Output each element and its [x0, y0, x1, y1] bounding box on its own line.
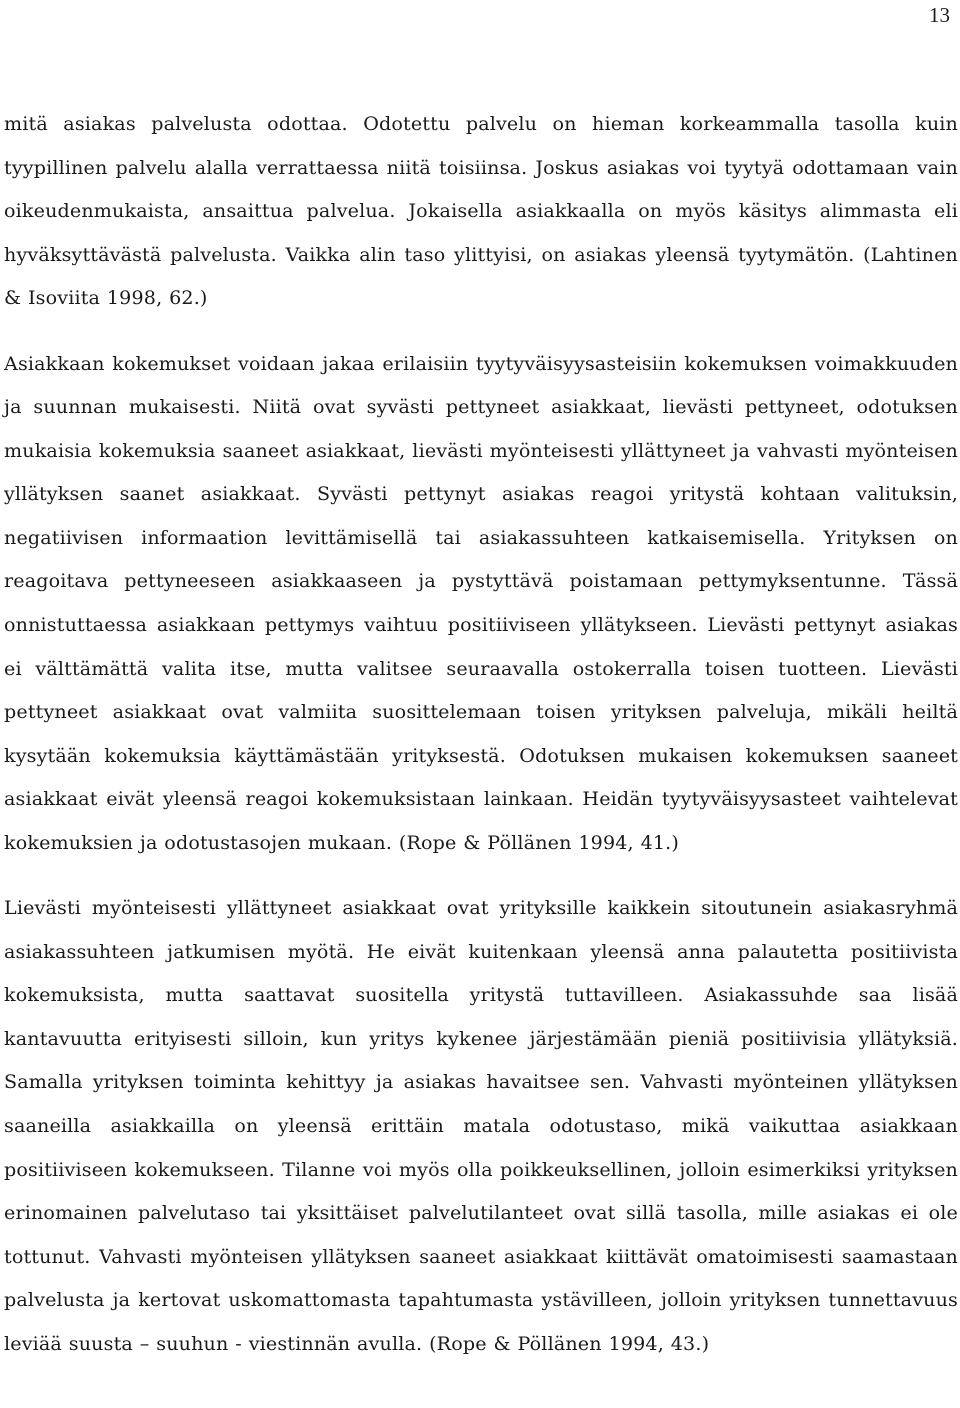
page-number: 13 [929, 3, 950, 27]
page-body [4, 102, 958, 1387]
paragraph-3: Lievästi myönteisesti yllättyneet asiakkaat ovat yrityksille kaikkein sitoutunein asiakasryhmä asiakassuhteen jatkumisen myötä. He eivät kuitenkaan yleensä anna palautetta positiivista kokemuksista, mutta saattavat suositella yritystä tuttavilleen. Asiakassuhde saa lisää kantavuutta erityisesti silloin, kun yritys kykenee järjestämään pieniä positiivisia yllätyksiä. Samalla yrityksen toiminta kehittyy ja asiakas havaitsee sen. Vahvasti myönteinen yllätyksen saaneilla asiakkailla on yleensä erittäin matala odotustaso, mikä vaikuttaa asiakkaan positiiviseen kokemukseen. Tilanne voi myös olla poikkeuksellinen, jolloin esimerkiksi yrityksen erinomainen palvelutaso tai yksittäiset palvelutilanteet ovat sillä tasolla, mille asiakas ei ole tottunut. Vahvasti myönteisen yllätyksen saaneet asiakkaat kiittävät omatoimisesti saamastaan palvelusta ja kertovat uskomattomasta tapahtumasta ystävilleen, jolloin yrityksen tunnettavuus leviää suusta – suuhun - viestinnän avulla. (Rope & Pöllänen 1994, 43.) [4, 896, 958, 1355]
paragraph-1: mitä asiakas palvelusta odottaa. Odotettu palvelu on hieman korkeammalla tasolla kuin tyypillinen palvelu alalla verrattaessa niitä toisiinsa. Joskus asiakas voi tyytyä odottamaan vain oikeudenmukaista, ansaittua palvelua. Jokaisella asiakkaalla on myös käsitys alimmasta eli hyväksyttävästä palvelusta. Vaikka alin taso ylittyisi, on asiakas yleensä tyytymätön. (Lahtinen & Isoviita 1998, 62.) [4, 112, 958, 310]
paragraph-2: Asiakkaan kokemukset voidaan jakaa erilaisiin tyytyväisyysasteisiin kokemuksen voimakkuuden ja suunnan mukaisesti. Niitä ovat syvästi pettyneet asiakkaat, lievästi pettyneet, odotuksen mukaisia kokemuksia saaneet asiakkaat, lievästi myönteisesti yllättyneet ja vahvasti myönteisen yllätyksen saanet asiakkaat. Syvästi pettynyt asiakas reagoi yritystä kohtaan valituksin, negatiivisen informaation levittämisellä tai asiakassuhteen katkaisemisella. Yrityksen on reagoitava pettyneeseen asiakkaaseen ja pystyttävä poistamaan pettymyksentunne. Tässä onnistuttaessa asiakkaan pettymys vaihtuu positiiviseen yllätykseen. Lievästi pettynyt asiakas ei välttämättä valita itse, mutta valitsee seuraavalla ostokerralla toisen tuotteen. Lievästi pettyneet asiakkaat ovat valmiita suosittelemaan toisen yrityksen palveluja, mikäli heiltä kysytään kokemuksia käyttämästään yrityksestä. Odotuksen mukaisen kokemuksen saaneet asiakkaat eivät yleensä reagoi kokemuksistaan lainkaan. Heidän tyytyväisyysasteet vaihtelevat kokemuksien ja odotustasojen mukaan. (Rope & Pöllänen 1994, 41.) [4, 351, 958, 854]
